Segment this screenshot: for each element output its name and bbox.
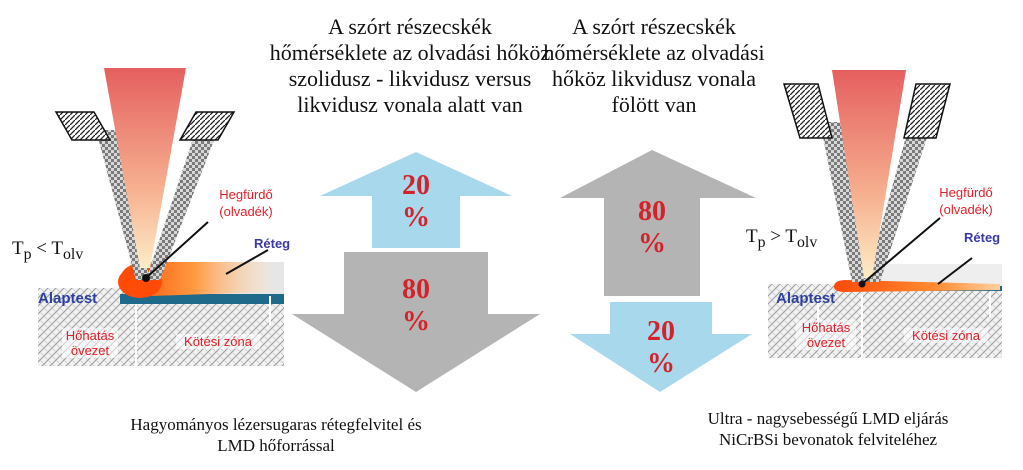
left-caption-line-4: likvidusz vonala alatt van	[297, 92, 523, 117]
left-footer-line-1: Hagyományos lézersugaras rétegfelvitel és	[130, 415, 422, 434]
right-alaptest-label: Alaptest	[776, 290, 836, 307]
left-arrow-up-label	[372, 170, 460, 234]
right-arrow-down-percent: %	[647, 348, 675, 379]
right-hohatas: Hőhatás	[801, 320, 851, 335]
right-temp-op: > T	[765, 226, 798, 247]
left-pointer-dot	[142, 274, 150, 282]
right-arrow-up-label	[604, 196, 700, 260]
left-hegfurdo: Hegfürdő	[219, 187, 273, 202]
right-caption-line-4: fölött van	[611, 92, 697, 117]
left-temp-op: < T	[31, 238, 64, 259]
left-temp-main: T	[12, 238, 24, 259]
left-ovezet: övezet	[70, 343, 110, 358]
left-temp-sub-olv: olv	[63, 245, 84, 263]
left-caption-line-2: hőmérséklete az olvadási hőköz	[269, 40, 551, 65]
right-melt-label	[926, 184, 1006, 218]
right-footer-line-2: NiCrBSi bevonatok felviteléhez	[718, 430, 938, 449]
right-haz-label	[796, 320, 856, 350]
right-arrow-up-percent: %	[638, 228, 666, 259]
right-nozzle-left	[784, 84, 832, 138]
left-alaptest-label: Alaptest	[38, 290, 98, 307]
right-hegfurdo: Hegfürdő	[939, 185, 993, 200]
right-temp-sub-olv: olv	[797, 233, 818, 251]
left-footer	[86, 414, 466, 456]
left-hohatas: Hőhatás	[65, 328, 115, 343]
left-melt-label	[208, 186, 284, 220]
right-arrow-up-value: 80	[638, 196, 666, 227]
left-haz-label	[62, 328, 118, 358]
left-temp-sub-p: p	[23, 245, 32, 263]
left-temp-label	[12, 238, 83, 264]
left-arrow-down-label	[360, 274, 472, 338]
right-footer	[668, 408, 988, 450]
right-olvadek: (olvadék)	[939, 202, 993, 217]
right-reteg-label: Réteg	[964, 230, 1001, 245]
right-nozzle-right	[904, 84, 950, 138]
right-temp-main: T	[746, 226, 758, 247]
right-arrow-down-label	[610, 316, 712, 380]
left-caption-line-1: A szórt részecskék	[328, 14, 492, 39]
right-caption-line-1: A szórt részecskék	[572, 14, 736, 39]
left-caption	[238, 14, 582, 118]
left-footer-line-2: LMD hőforrással	[217, 436, 335, 455]
left-bond-zone-label: Kötési zóna	[176, 334, 260, 349]
right-ovezet: övezet	[806, 335, 846, 350]
left-arrow-up-percent: %	[402, 202, 430, 233]
right-caption-line-3: hőköz likvidusz vonala	[551, 66, 757, 91]
right-temp-sub-p: p	[757, 233, 766, 251]
right-caption-line-2: hőmérséklete az olvadási	[543, 40, 765, 65]
right-caption	[535, 14, 773, 118]
right-temp-label	[746, 226, 817, 252]
left-nozzle-left	[56, 112, 110, 140]
right-bond-zone-label: Kötési zóna	[904, 328, 988, 343]
left-caption-line-3: szolidusz - likvidusz versus	[288, 66, 532, 91]
left-olvadek: (olvadék)	[219, 204, 273, 219]
left-arrow-down-percent: %	[402, 306, 430, 337]
left-nozzle-right	[180, 112, 234, 140]
left-reteg-label: Réteg	[254, 236, 291, 251]
left-arrow-up-value: 20	[402, 170, 430, 201]
left-arrow-down-value: 80	[402, 274, 430, 305]
right-pointer-dot	[859, 281, 866, 288]
right-footer-line-1: Ultra - nagysebességű LMD eljárás	[707, 409, 949, 428]
right-arrow-down-value: 20	[647, 316, 675, 347]
